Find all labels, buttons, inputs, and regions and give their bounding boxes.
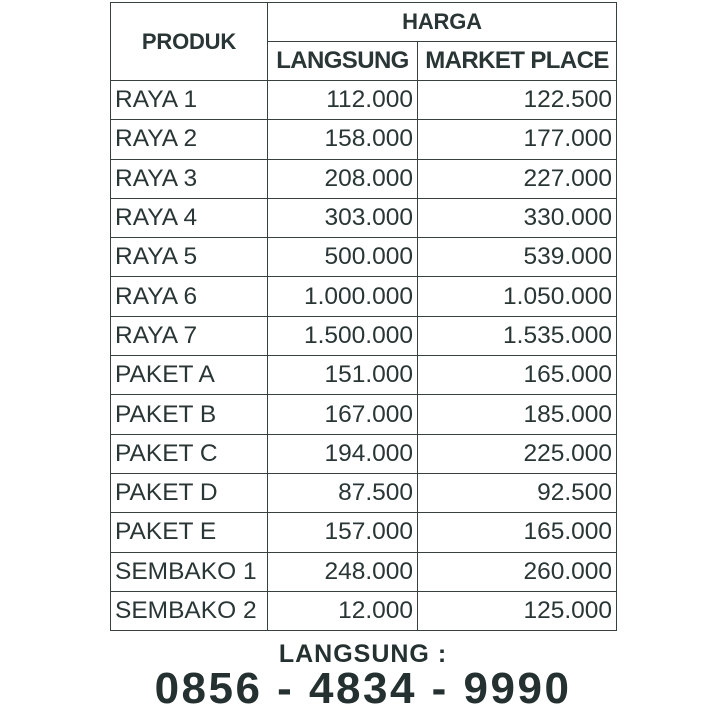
table-body	[111, 81, 617, 631]
marketplace-price-cell: 539.000	[418, 238, 617, 277]
table-row	[111, 198, 617, 237]
product-cell: RAYA 4	[111, 198, 268, 237]
product-cell: RAYA 1	[111, 81, 268, 120]
table-row	[111, 434, 617, 473]
direct-price-cell: 158.000	[268, 120, 418, 159]
marketplace-price-cell: 177.000	[418, 120, 617, 159]
product-cell: SEMBAKO 2	[111, 591, 268, 630]
table-row	[111, 159, 617, 198]
table-row	[111, 81, 617, 120]
direct-price-cell: 12.000	[268, 591, 418, 630]
marketplace-price-cell: 122.500	[418, 81, 617, 120]
table-row	[111, 238, 617, 277]
marketplace-price-cell: 165.000	[418, 513, 617, 552]
table-row	[111, 120, 617, 159]
marketplace-price-cell: 92.500	[418, 473, 617, 512]
header-marketplace-price: MARKET PLACE	[418, 42, 617, 81]
product-cell: RAYA 3	[111, 159, 268, 198]
table-row	[111, 552, 617, 591]
direct-price-cell: 1.500.000	[268, 316, 418, 355]
product-cell: PAKET E	[111, 513, 268, 552]
product-cell: PAKET D	[111, 473, 268, 512]
direct-price-cell: 1.000.000	[268, 277, 418, 316]
marketplace-price-cell: 185.000	[418, 395, 617, 434]
direct-price-cell: 151.000	[268, 356, 418, 395]
table-row	[111, 395, 617, 434]
table-row	[111, 356, 617, 395]
direct-price-cell: 112.000	[268, 81, 418, 120]
table-row	[111, 513, 617, 552]
product-cell: RAYA 5	[111, 238, 268, 277]
direct-price-cell: 303.000	[268, 198, 418, 237]
product-cell: RAYA 2	[111, 120, 268, 159]
product-cell: PAKET C	[111, 434, 268, 473]
price-table	[110, 2, 617, 631]
direct-price-cell: 167.000	[268, 395, 418, 434]
marketplace-price-cell: 125.000	[418, 591, 617, 630]
direct-price-cell: 87.500	[268, 473, 418, 512]
product-cell: RAYA 6	[111, 277, 268, 316]
marketplace-price-cell: 165.000	[418, 356, 617, 395]
product-cell: PAKET B	[111, 395, 268, 434]
marketplace-price-cell: 225.000	[418, 434, 617, 473]
footer-label: LANGSUNG :	[278, 640, 448, 668]
direct-price-cell: 157.000	[268, 513, 418, 552]
footer-phone-number: 0856 - 4834 - 9990	[154, 664, 572, 713]
marketplace-price-cell: 1.535.000	[418, 316, 617, 355]
direct-price-cell: 208.000	[268, 159, 418, 198]
table-row	[111, 316, 617, 355]
table-row	[111, 591, 617, 630]
table-row	[111, 473, 617, 512]
product-cell: RAYA 7	[111, 316, 268, 355]
marketplace-price-cell: 227.000	[418, 159, 617, 198]
header-direct-price: LANGSUNG	[268, 42, 418, 81]
marketplace-price-cell: 1.050.000	[418, 277, 617, 316]
marketplace-price-cell: 330.000	[418, 198, 617, 237]
marketplace-price-cell: 260.000	[418, 552, 617, 591]
direct-price-cell: 194.000	[268, 434, 418, 473]
direct-price-cell: 500.000	[268, 238, 418, 277]
product-cell: PAKET A	[111, 356, 268, 395]
direct-price-cell: 248.000	[268, 552, 418, 591]
product-cell: SEMBAKO 1	[111, 552, 268, 591]
table-row	[111, 277, 617, 316]
header-product: PRODUK	[111, 3, 268, 81]
header-price: HARGA	[268, 3, 617, 42]
